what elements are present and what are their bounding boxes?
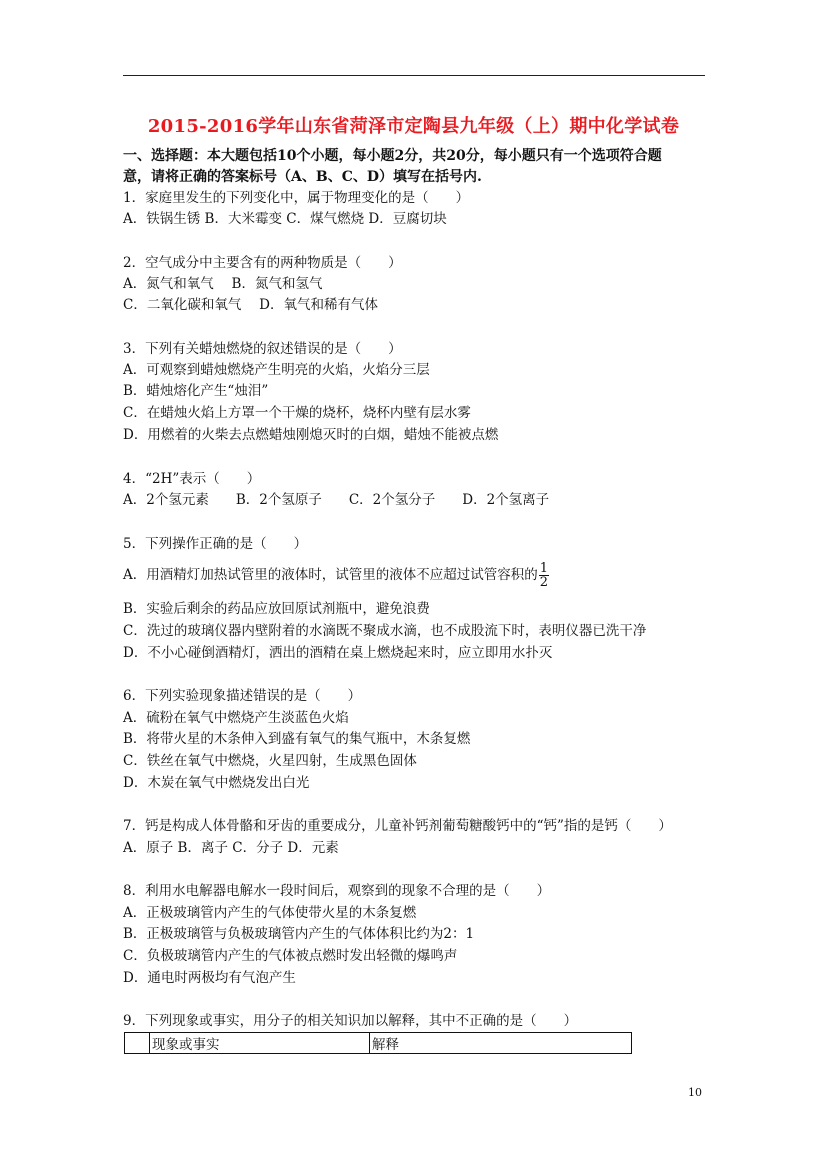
question-8-option-b: B．正极玻璃管与负极玻璃管内产生的气体体积比约为2：1 (123, 926, 475, 942)
section-heading-line2: 意，请将正确的答案标号（A、B、C、D）填写在括号内. (123, 169, 482, 185)
table-header-cell-explanation: 解释 (370, 1033, 632, 1054)
header-rule (123, 75, 705, 76)
fraction-one-half (539, 562, 549, 589)
question-6-stem: 6．下列实验现象描述错误的是（ ） (123, 688, 362, 704)
section-heading-line1: 一、选择题：本大题包括10个小题，每小题2分，共20分，每小题只有一个选项符合题 (123, 148, 662, 164)
question-5-option-c: C．洗过的玻璃仪器内壁附着的水滴既不聚成水滴，也不成股流下时，表明仪器已洗干净 (123, 623, 647, 639)
question-3-option-a: A．可观察到蜡烛燃烧产生明亮的火焰，火焰分三层 (123, 362, 430, 378)
question-5-option-d: D．不小心碰倒酒精灯，洒出的酒精在桌上燃烧起来时，应立即用水扑灭 (123, 645, 553, 661)
question-3-option-c: C．在蜡烛火焰上方罩一个干燥的烧杯，烧杯内壁有层水雾 (123, 405, 471, 421)
question-5-option-a-text: A．用酒精灯加热试管里的液体时，试管里的液体不应超过试管容积的 (123, 567, 538, 583)
question-5-stem: 5．下列操作正确的是（ ） (123, 536, 308, 552)
fraction-numerator: 1 (539, 561, 549, 576)
question-2-stem: 2．空气成分中主要含有的两种物质是（ ） (123, 255, 402, 271)
question-7-options: A．原子 B．离子 C．分子 D．元素 (123, 840, 339, 856)
question-6-option-c: C．铁丝在氧气中燃烧，火星四射，生成黑色固体 (123, 753, 417, 769)
question-5-option-a (123, 562, 549, 589)
question-9-stem: 9．下列现象或事实，用分子的相关知识加以解释，其中不正确的是（ ） (123, 1013, 578, 1029)
page-title: 2015-2016学年山东省菏泽市定陶县九年级（上）期中化学试卷 (147, 116, 680, 137)
fraction-denominator: 2 (539, 575, 549, 590)
question-8-stem: 8．利用水电解器电解水一段时间后，观察到的现象不合理的是（ ） (123, 883, 551, 899)
question-6-option-d: D．木炭在氧气中燃烧发出白光 (123, 775, 310, 791)
table-header-cell-phenomenon: 现象或事实 (150, 1033, 370, 1054)
question-2-options-row1: A．氮气和氧气 B．氮气和氢气 (123, 276, 323, 292)
page-number: 10 (688, 1086, 702, 1099)
question-3-option-b: B．蜡烛熔化产生“烛泪” (123, 383, 269, 399)
question-8-option-a: A．正极玻璃管内产生的气体使带火星的木条复燃 (123, 905, 417, 921)
question-6-option-b: B．将带火星的木条伸入到盛有氧气的集气瓶中，木条复燃 (123, 731, 471, 747)
question-8-option-d: D．通电时两极均有气泡产生 (123, 970, 296, 986)
question-3-option-d: D．用燃着的火柴去点燃蜡烛刚熄灭时的白烟，蜡烛不能被点燃 (123, 427, 499, 443)
question-7-stem: 7．钙是构成人体骨骼和牙齿的重要成分，儿童补钙剂葡萄糖酸钙中的“钙”指的是钙（ ） (123, 818, 672, 834)
question-2-options-row2: C．二氧化碳和氧气 D．氧气和稀有气体 (123, 297, 378, 313)
table-header-row (125, 1033, 632, 1054)
question-6-option-a: A．硫粉在氧气中燃烧产生淡蓝色火焰 (123, 710, 349, 726)
question-1-stem: 1．家庭里发生的下列变化中，属于物理变化的是（ ） (123, 190, 470, 206)
table-header-cell-index (125, 1033, 150, 1054)
question-1-options: A．铁锅生锈 B．大米霉变 C．煤气燃烧 D．豆腐切块 (123, 211, 447, 227)
question-4-options: A．2个氢元素 B．2个氢原子 C．2个氢分子 D．2个氢离子 (123, 492, 550, 508)
question-9-table (124, 1032, 632, 1054)
question-5-option-b: B．实验后剩余的药品应放回原试剂瓶中，避免浪费 (123, 601, 430, 617)
question-3-stem: 3．下列有关蜡烛燃烧的叙述错误的是（ ） (123, 341, 402, 357)
question-4-stem: 4．“2H”表示（ ） (123, 471, 261, 487)
question-8-option-c: C．负极玻璃管内产生的气体被点燃时发出轻微的爆鸣声 (123, 948, 458, 964)
